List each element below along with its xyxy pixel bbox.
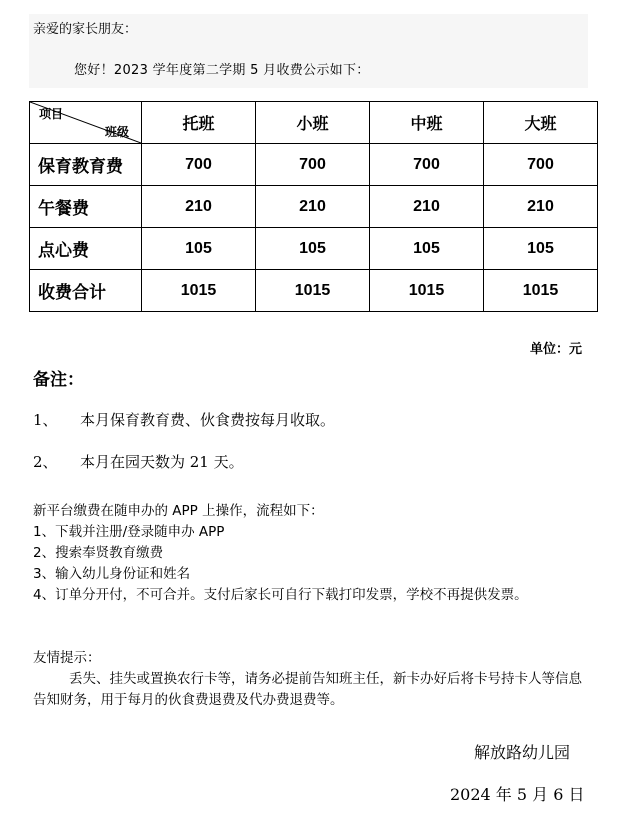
note-text: 本月保育教育费、伙食费按每月收取。 bbox=[80, 411, 336, 429]
column-header: 小班 bbox=[256, 102, 370, 144]
signature-date: 2024 年 5 月 6 日 bbox=[450, 785, 585, 804]
tip-title: 友情提示： bbox=[33, 650, 101, 666]
table-cell: 1015 bbox=[484, 270, 598, 312]
table-cell: 700 bbox=[142, 144, 256, 186]
fee-table bbox=[29, 101, 598, 312]
payment-step: 4、订单分开付，不可合并。支付后家长可自行下载打印发票，学校不再提供发票。 bbox=[33, 587, 528, 603]
notes-title: 备注： bbox=[33, 370, 84, 390]
table-cell: 210 bbox=[142, 186, 256, 228]
table-cell: 700 bbox=[484, 144, 598, 186]
tip-body: 丢失、挂失或置换农行卡等，请务必提前告知班主任，新卡办好后将卡号持卡人等信息告知财务，用于每月的伙食费退费及代办费退费等。 bbox=[33, 671, 582, 708]
table-cell: 1015 bbox=[370, 270, 484, 312]
unit-label: 单位：元 bbox=[530, 342, 583, 357]
note-item bbox=[33, 451, 244, 472]
table-cell: 210 bbox=[256, 186, 370, 228]
table-cell: 105 bbox=[256, 228, 370, 270]
table-cell: 105 bbox=[370, 228, 484, 270]
row-label: 保育教育费 bbox=[30, 144, 142, 186]
table-row bbox=[30, 186, 598, 228]
greeting: 亲爱的家长朋友： bbox=[33, 22, 138, 37]
note-item bbox=[33, 409, 335, 430]
row-label: 点心费 bbox=[30, 228, 142, 270]
column-header: 中班 bbox=[370, 102, 484, 144]
payment-intro: 新平台缴费在随申办的 APP 上操作，流程如下： bbox=[33, 503, 324, 519]
column-header: 托班 bbox=[142, 102, 256, 144]
corner-label-item: 项目 bbox=[39, 107, 64, 121]
row-label: 午餐费 bbox=[30, 186, 142, 228]
note-text: 本月在园天数为 21 天。 bbox=[80, 453, 244, 471]
payment-step: 1、下载并注册/登录随申办 APP bbox=[33, 524, 225, 540]
corner-label-class: 班级 bbox=[104, 125, 129, 139]
table-cell: 105 bbox=[142, 228, 256, 270]
payment-step: 3、输入幼儿身份证和姓名 bbox=[33, 566, 191, 582]
table-corner-cell bbox=[30, 102, 142, 144]
table-cell: 1015 bbox=[142, 270, 256, 312]
table-cell: 210 bbox=[484, 186, 598, 228]
table-cell: 700 bbox=[256, 144, 370, 186]
table-row bbox=[30, 144, 598, 186]
note-number: 2、 bbox=[33, 453, 58, 471]
tip-section bbox=[33, 648, 589, 711]
table-cell: 1015 bbox=[256, 270, 370, 312]
table-cell: 105 bbox=[484, 228, 598, 270]
table-row bbox=[30, 228, 598, 270]
table-header-row bbox=[30, 102, 598, 144]
payment-step: 2、搜索奉贤教育缴费 bbox=[33, 545, 164, 561]
payment-section bbox=[33, 501, 589, 606]
intro-text: 您好！2023 学年度第二学期 5 月收费公示如下： bbox=[74, 63, 370, 78]
row-label: 收费合计 bbox=[30, 270, 142, 312]
table-cell: 700 bbox=[370, 144, 484, 186]
table-cell: 210 bbox=[370, 186, 484, 228]
note-number: 1、 bbox=[33, 411, 58, 429]
table-row-total bbox=[30, 270, 598, 312]
signature-org: 解放路幼儿园 bbox=[474, 743, 571, 762]
column-header: 大班 bbox=[484, 102, 598, 144]
